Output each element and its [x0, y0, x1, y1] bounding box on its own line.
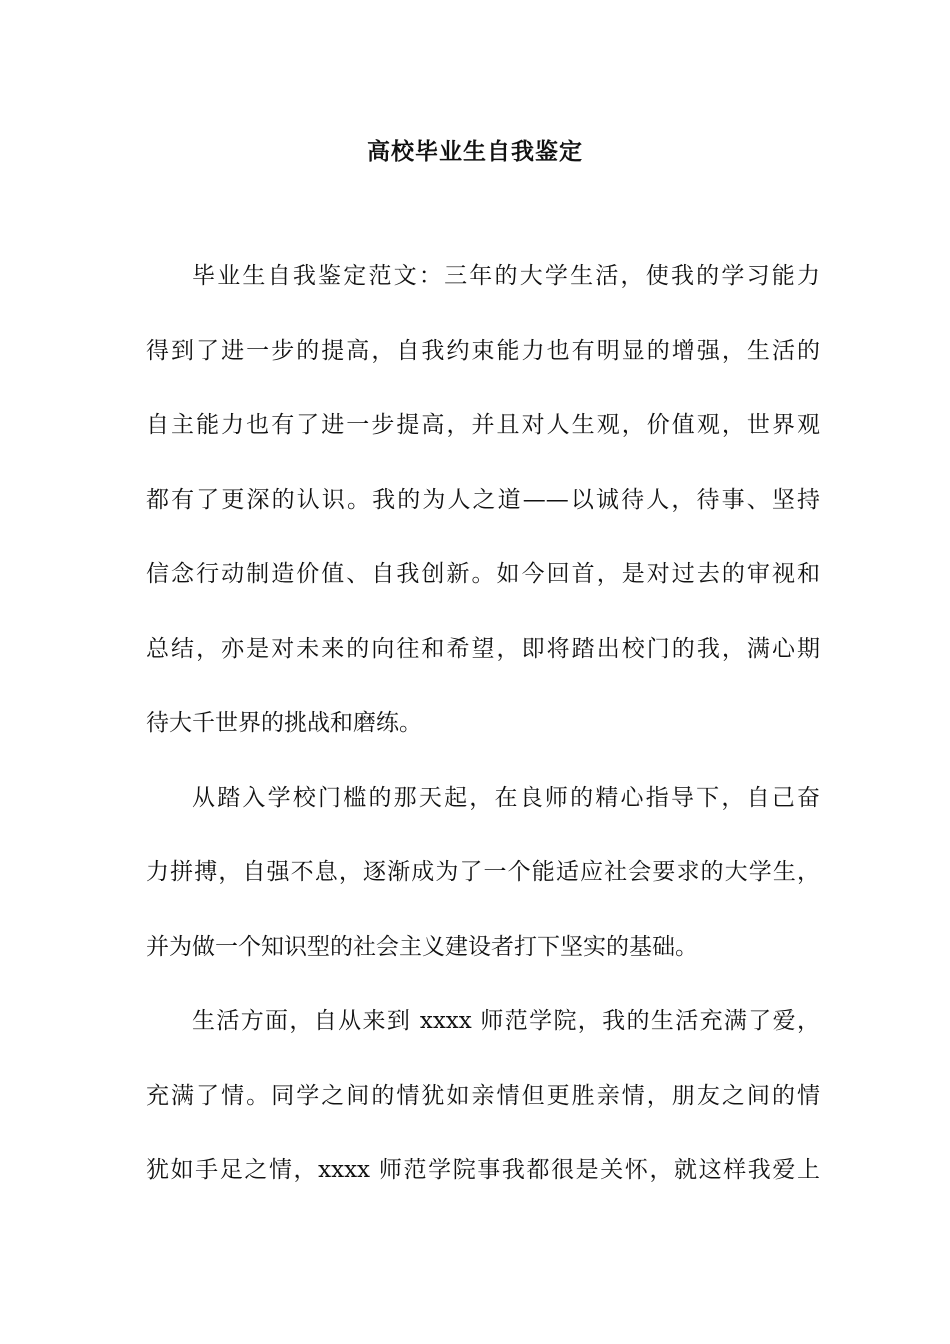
- paragraph-line: 自主能力也有了进一步提高，并且对人生观，价值观，世界观: [146, 412, 820, 438]
- document-title: 高校毕业生自我鉴定: [367, 138, 583, 165]
- paragraph-line: 力拼搏，自强不息，逐渐成为了一个能适应社会要求的大学生，: [146, 859, 820, 885]
- paragraph-line: 都有了更深的认识。我的为人之道——以诚待人，待事、坚持: [146, 486, 820, 513]
- paragraph-line: 犹如手足之情，xxxx 师范学院事我都很是关怀，就这样我爱上: [146, 1157, 820, 1183]
- paragraph-line: 从踏入学校门槛的那天起，在良师的精心指导下，自己奋: [192, 784, 820, 811]
- paragraph-line: 待大千世界的挑战和磨练。: [146, 710, 422, 736]
- paragraph-line: 毕业生自我鉴定范文：三年的大学生活，使我的学习能力: [192, 263, 820, 289]
- paragraph-line: 总结，亦是对未来的向往和希望，即将踏出校门的我，满心期: [146, 635, 820, 662]
- paragraph-line: 并为做一个知识型的社会主义建设者打下坚实的基础。: [146, 933, 698, 960]
- document-body: [146, 252, 820, 1221]
- paragraph-line: 得到了进一步的提高，自我约束能力也有明显的增强，生活的: [146, 337, 820, 364]
- paragraph-line: 生活方面，自从来到 xxxx 师范学院，我的生活充满了爱，: [192, 1008, 820, 1034]
- paragraph-line: 信念行动制造价值、自我创新。如今回首，是对过去的审视和: [146, 561, 820, 587]
- paragraph-line: 充满了情。同学之间的情犹如亲情但更胜亲情，朋友之间的情: [146, 1082, 820, 1109]
